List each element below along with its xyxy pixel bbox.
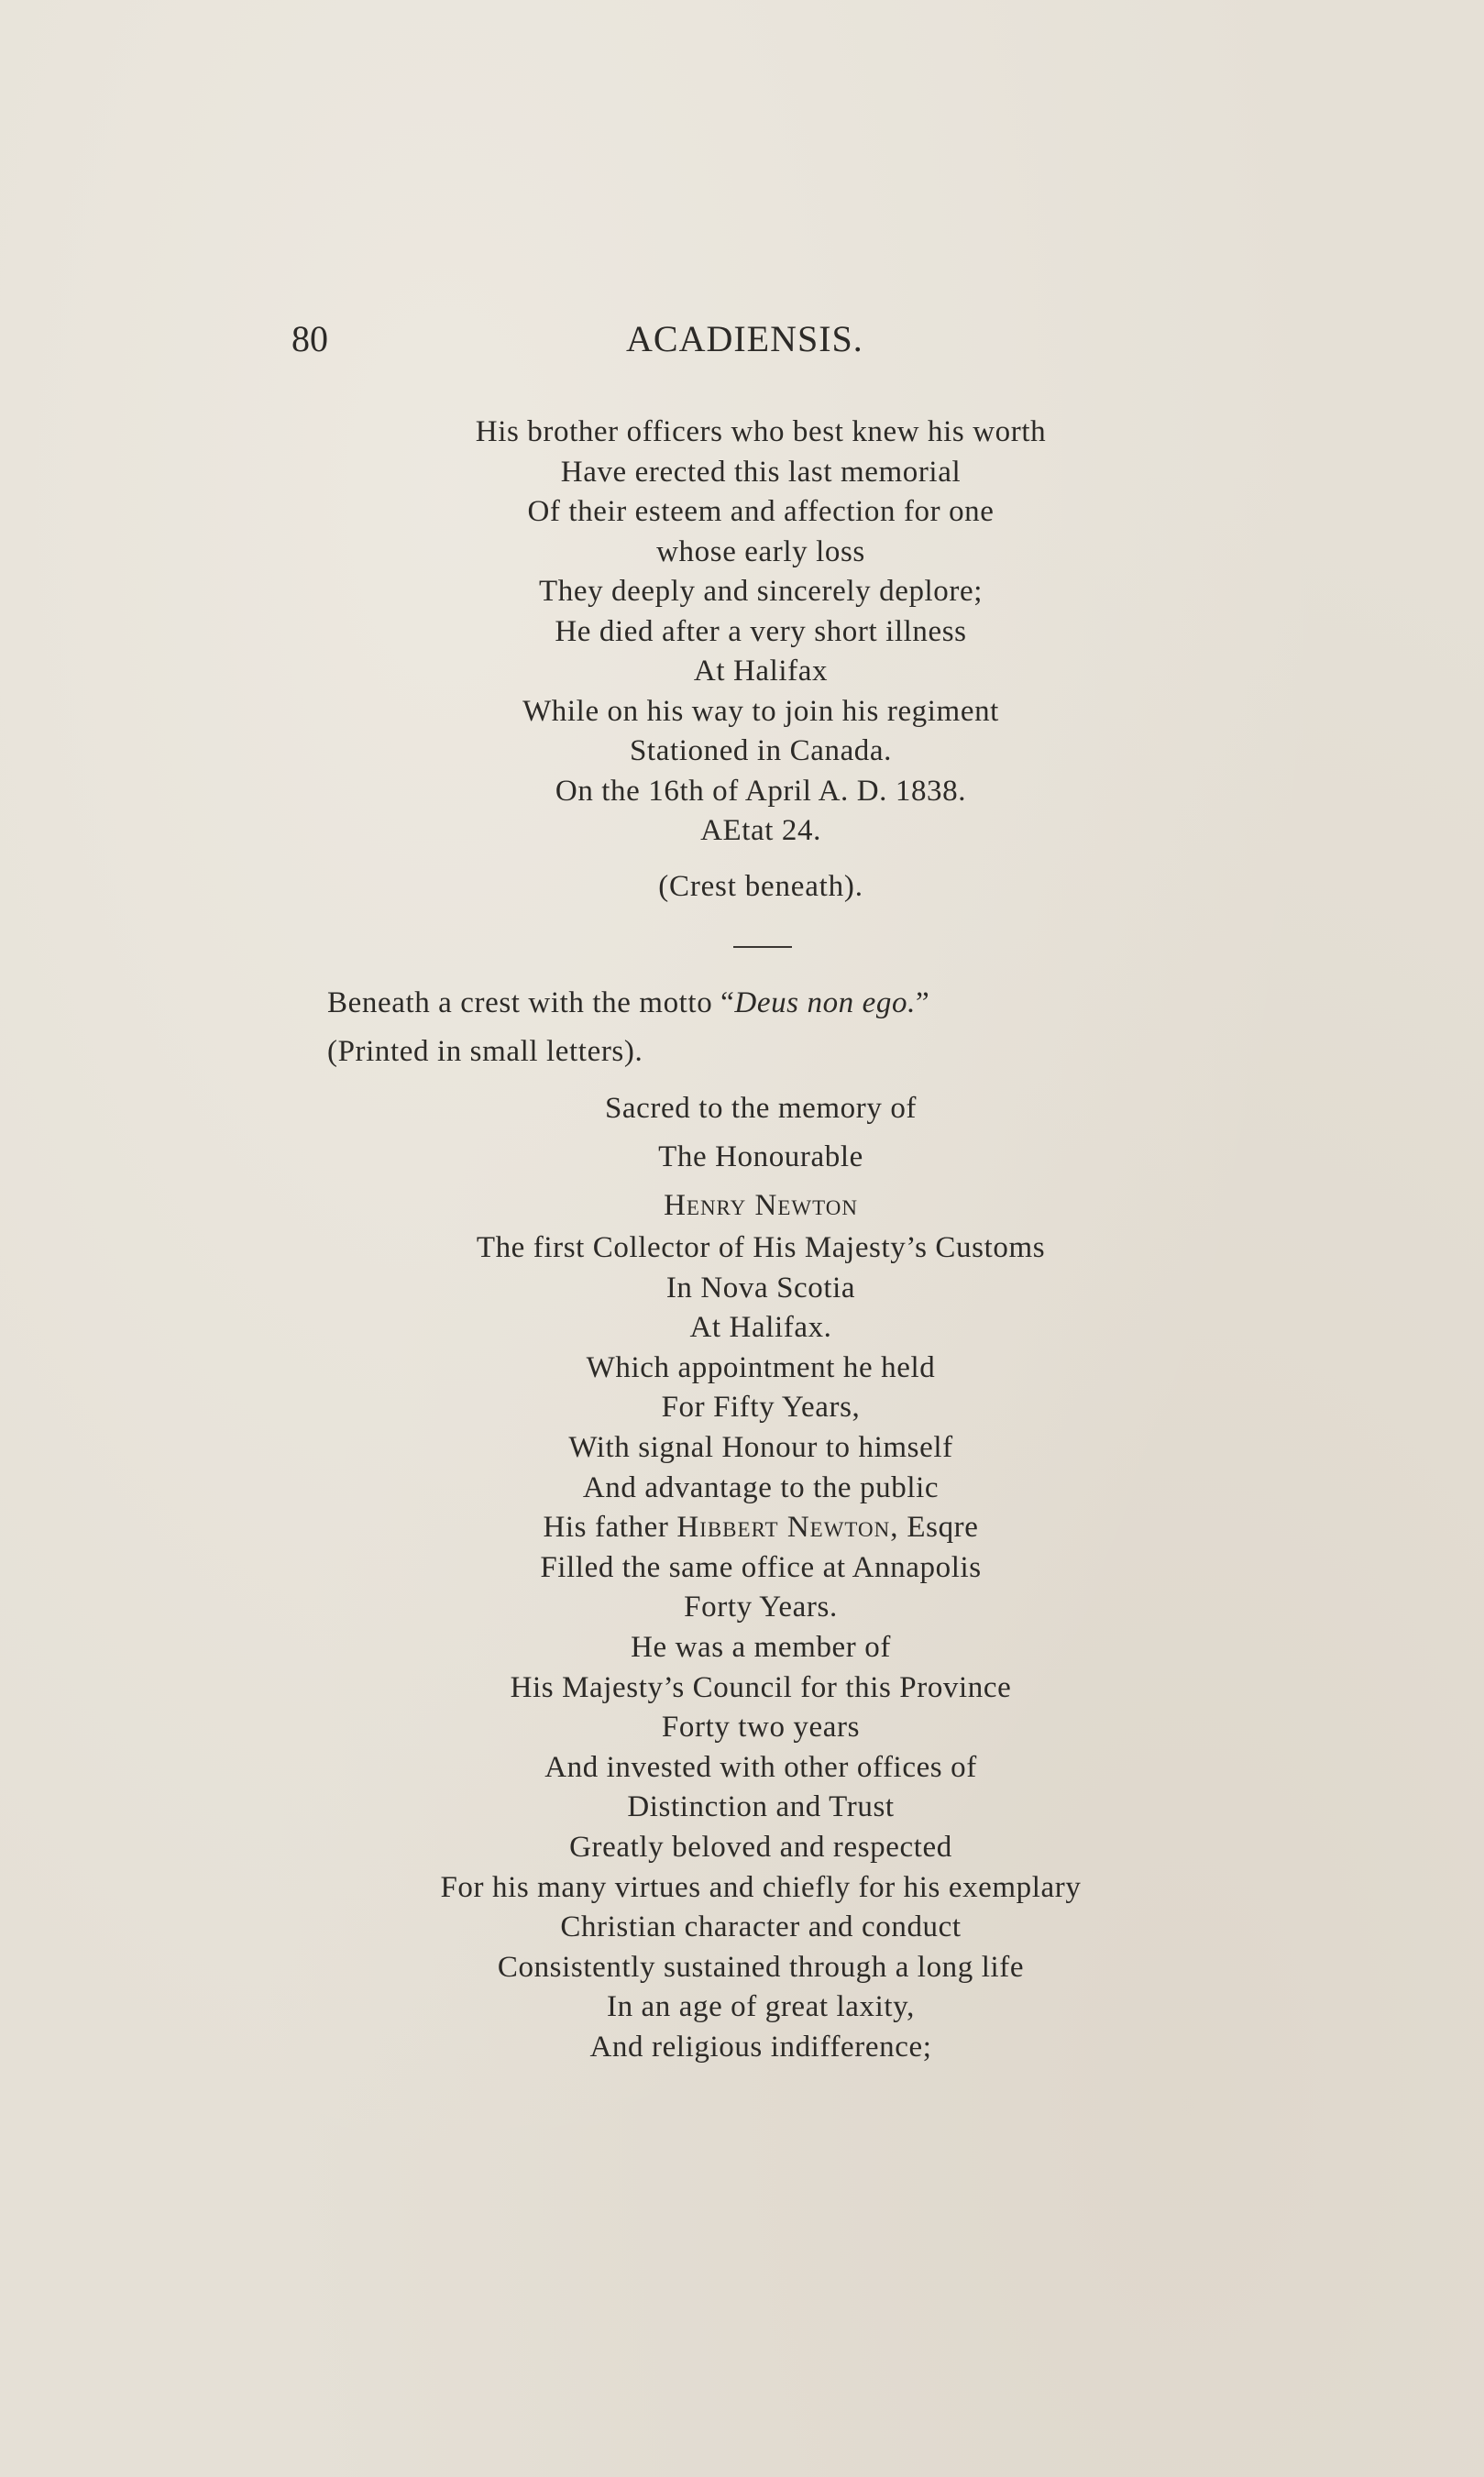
inscription-line: Have erected this last memorial — [560, 455, 962, 489]
section-divider — [733, 946, 792, 948]
inscription-line: At Halifax. — [689, 1311, 832, 1345]
inscription-line: His brother officers who best knew his worth — [475, 415, 1047, 448]
inscription-line: The first Collector of His Majesty’s Customs — [476, 1231, 1046, 1264]
inscription-line-father — [302, 1508, 1219, 1548]
inscription-line: Stationed in Canada. — [629, 734, 893, 767]
inscription-line: For his many virtues and chiefly for his exemplary — [440, 1870, 1082, 1904]
inscription-line: Consistently sustained through a long life — [497, 1950, 1025, 1984]
inscription-line: They deeply and sincerely deplore; — [538, 575, 984, 608]
inscription-line: whose early loss — [656, 534, 865, 568]
inscription-2 — [302, 1228, 1219, 2067]
page-number: 80 — [291, 318, 328, 359]
inscription-line: He died after a very short illness — [555, 614, 967, 648]
inscription-line: AEtat 24. — [700, 814, 821, 847]
inscription-line: Forty two years — [661, 1711, 861, 1745]
inscription-line: He was a member of — [631, 1630, 891, 1664]
inscription-line: While on his way to join his regiment — [522, 694, 999, 728]
inscription-line: The Honourable — [658, 1140, 863, 1173]
intro-suffix: ” — [915, 986, 930, 1019]
inscription-line: At Halifax — [693, 655, 829, 688]
inscription-line: And advantage to the public — [582, 1470, 940, 1504]
inscription-line: For Fifty Years, — [661, 1391, 861, 1425]
father-name: Hibbert Newton, — [676, 1511, 899, 1545]
inscription-line: Christian character and conduct — [560, 1910, 962, 1944]
inscription-line: In Nova Scotia — [665, 1271, 856, 1305]
inscription-line: Which appointment he held — [586, 1350, 936, 1384]
inscription-line: Of their esteem and affection for one — [527, 495, 995, 528]
inscription-line: With signal Honour to himself — [568, 1430, 953, 1464]
inscription-2-intro-line-1 — [327, 983, 929, 1024]
father-prefix: His father — [543, 1511, 677, 1545]
running-head — [291, 312, 1208, 367]
inscription-line: And invested with other offices of — [544, 1750, 977, 1784]
intro-prefix: Beneath a crest with the motto “ — [327, 986, 735, 1019]
inscription-line: Distinction and Trust — [627, 1790, 895, 1824]
inscription-line: In an age of great laxity, — [607, 1990, 915, 2024]
inscription-line: And religious indifference; — [589, 2030, 932, 2064]
father-suffix: Esqre — [898, 1511, 979, 1545]
inscription-line: Filled the same office at Annapolis — [540, 1550, 982, 1584]
journal-title: ACADIENSIS. — [626, 318, 863, 359]
inscription-2-intro-line-2: (Printed in small letters). — [327, 1035, 643, 1068]
inscription-2-header — [302, 1084, 1219, 1230]
inscription-line: Sacred to the memory of — [604, 1092, 918, 1125]
inscription-1 — [302, 413, 1219, 852]
motto: Deus non ego. — [734, 986, 916, 1019]
inscription-line: On the 16th of April A. D. 1838. — [555, 774, 967, 808]
honoree-name: Henry Newton — [664, 1189, 858, 1222]
inscription-line: Greatly beloved and respected — [569, 1830, 952, 1864]
crest-note: (Crest beneath). — [658, 870, 863, 903]
inscription-line: His Majesty’s Council for this Province — [510, 1670, 1012, 1704]
inscription-line: Forty Years. — [684, 1591, 838, 1624]
